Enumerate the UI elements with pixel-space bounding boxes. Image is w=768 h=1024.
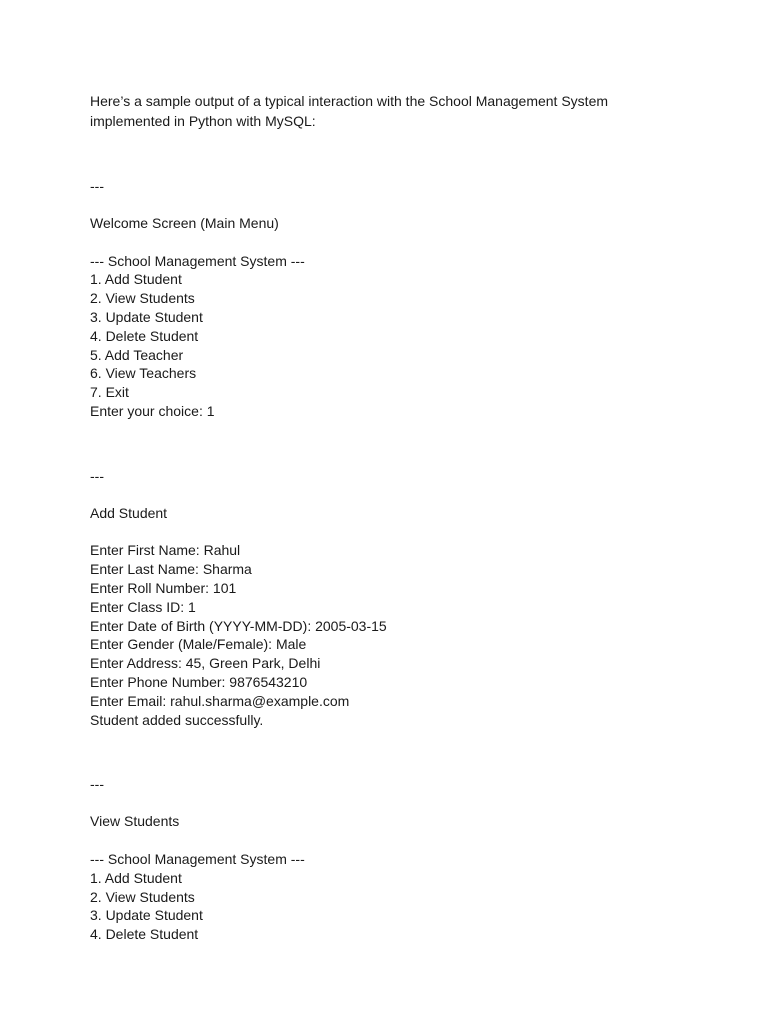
console-line: Enter Roll Number: 101 <box>90 579 237 596</box>
console-line: Enter Class ID: 1 <box>90 598 196 615</box>
console-line: Enter Gender (Male/Female): Male <box>90 636 307 653</box>
section-separator: --- <box>90 776 104 793</box>
console-line: 2. View Students <box>90 290 195 307</box>
document-page <box>90 91 710 944</box>
console-line: --- School Management System --- <box>90 850 305 867</box>
console-line: Enter Email: rahul.sharma@example.com <box>90 692 350 709</box>
console-line: 6. View Teachers <box>90 365 197 382</box>
console-line: 7. Exit <box>90 384 129 401</box>
console-line: Enter Date of Birth (YYYY-MM-DD): 2005-03-15 <box>90 617 387 634</box>
section-heading: Add Student <box>90 504 168 521</box>
section-heading: Welcome Screen (Main Menu) <box>90 214 279 231</box>
intro-paragraph <box>90 91 710 131</box>
intro-line: Here’s a sample output of a typical interaction with the School Management System <box>90 93 609 109</box>
console-line: --- School Management System --- <box>90 252 305 269</box>
section-main-menu <box>90 177 710 421</box>
console-line: 3. Update Student <box>90 308 203 325</box>
console-line: Enter Address: 45, Green Park, Delhi <box>90 655 321 672</box>
console-line: 4. Delete Student <box>90 926 199 943</box>
intro-line: implemented in Python with MySQL: <box>90 113 316 129</box>
section-separator: --- <box>90 178 104 194</box>
console-line: Student added successfully. <box>90 711 264 728</box>
console-line: 1. Add Student <box>90 271 182 288</box>
console-line: Enter your choice: 1 <box>90 402 215 419</box>
console-line: 1. Add Student <box>90 869 182 886</box>
section-separator: --- <box>90 467 104 484</box>
section-view-students <box>90 775 710 944</box>
console-line: Enter Last Name: Sharma <box>90 561 252 578</box>
console-line: 4. Delete Student <box>90 327 199 344</box>
console-line: 3. Update Student <box>90 907 203 924</box>
console-line: 2. View Students <box>90 888 195 905</box>
section-heading: View Students <box>90 813 180 830</box>
console-line: 5. Add Teacher <box>90 346 184 363</box>
console-line: Enter Phone Number: 9876543210 <box>90 673 308 690</box>
section-add-student <box>90 467 710 730</box>
console-line: Enter First Name: Rahul <box>90 542 241 559</box>
